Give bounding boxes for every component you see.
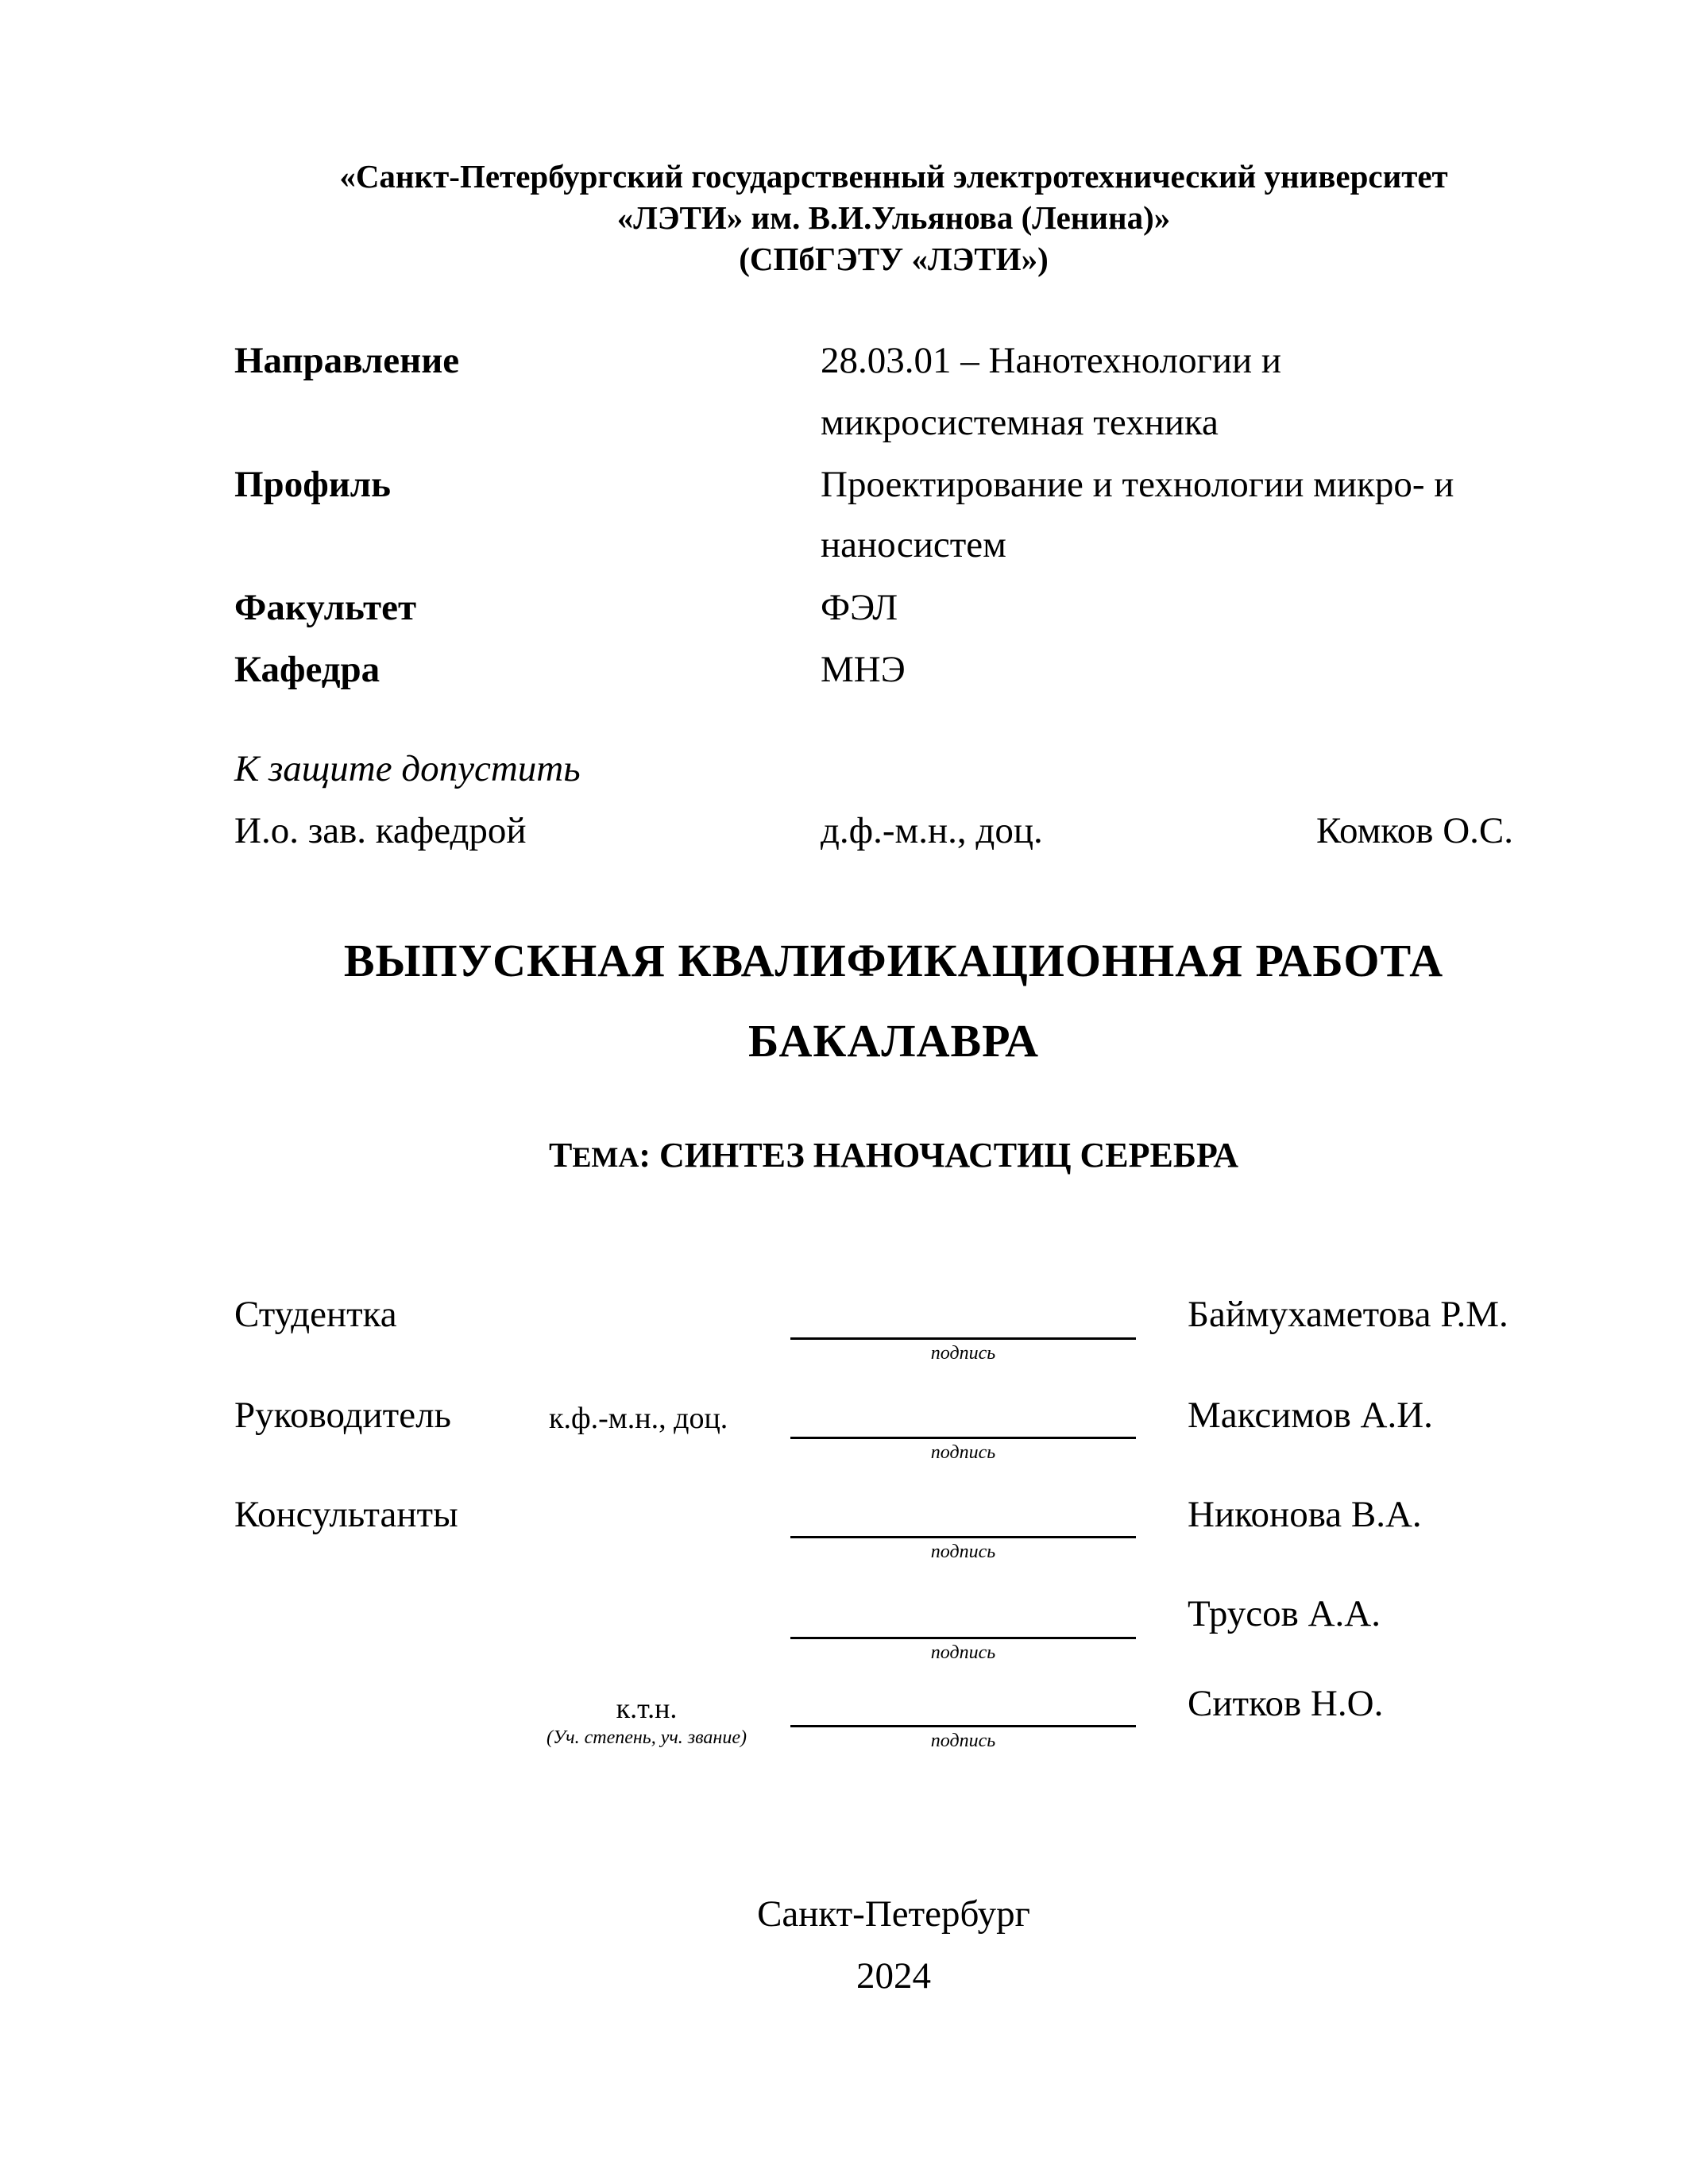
consultant2-signature-line: [790, 1637, 1136, 1639]
student-label: Студентка: [234, 1294, 397, 1335]
approval-role: И.о. зав. кафедрой: [234, 810, 527, 851]
consultant1-signature-line: [790, 1536, 1136, 1538]
consultant3-degree-caption: (Уч. степень, уч. звание): [547, 1727, 747, 1748]
footer-year: 2024: [856, 1955, 931, 1997]
faculty-label: Факультет: [234, 587, 417, 628]
profile-value-cont: наносистем: [821, 524, 1006, 565]
supervisor-signature-caption: подпись: [930, 1442, 996, 1463]
theme-prefix-initial: Т: [549, 1136, 573, 1175]
approval-degree: д.ф.-м.н., доц.: [821, 810, 1043, 851]
supervisor-label: Руководитель: [234, 1395, 451, 1436]
approval-name: Комков О.С.: [1315, 810, 1513, 851]
consultant1-signature-caption: подпись: [930, 1542, 996, 1562]
profile-value: Проектирование и технологии микро- и: [821, 464, 1454, 505]
consultant3-signature-caption: подпись: [930, 1731, 996, 1751]
supervisor-degree: к.ф.-м.н., доц.: [549, 1402, 728, 1435]
theme-line: [0, 1138, 1688, 1173]
department-label: Кафедра: [234, 649, 380, 690]
consultants-label: Консультанты: [234, 1494, 458, 1535]
university-name-line2: «ЛЭТИ» им. В.И.Ульянова (Ленина)»: [616, 199, 1171, 236]
direction-value: 28.03.01 – Нанотехнологии и: [821, 340, 1282, 381]
theme-colon: :: [639, 1136, 651, 1175]
supervisor-name: Максимов А.И.: [1188, 1395, 1433, 1436]
department-value: МНЭ: [821, 649, 906, 690]
consultant2-name: Трусов А.А.: [1188, 1593, 1381, 1634]
profile-label: Профиль: [234, 464, 392, 505]
theme-prefix-rest: ЕМА: [572, 1141, 639, 1173]
supervisor-signature-line: [790, 1437, 1136, 1439]
faculty-value: ФЭЛ: [821, 587, 898, 628]
direction-label: Направление: [234, 340, 460, 381]
university-abbreviation: (СПбГЭТУ «ЛЭТИ»): [739, 241, 1049, 277]
consultant2-signature-caption: подпись: [930, 1642, 996, 1663]
student-signature-line: [790, 1337, 1136, 1340]
approval-label: К защите допустить: [234, 748, 581, 789]
student-name: Баймухаметова Р.М.: [1188, 1294, 1508, 1335]
direction-value-cont: микросистемная техника: [821, 402, 1219, 443]
theme-text: СИНТЕЗ НАНОЧАСТИЦ СЕРЕБРА: [659, 1136, 1238, 1175]
consultant3-name: Ситков Н.О.: [1188, 1683, 1384, 1724]
university-name-line1: «Санкт-Петербургский государственный электротехнический университет: [339, 158, 1448, 195]
consultant1-name: Никонова В.А.: [1188, 1494, 1422, 1535]
footer-city: Санкт-Петербург: [757, 1893, 1030, 1935]
title-line1: ВЫПУСКНАЯ КВАЛИФИКАЦИОННАЯ РАБОТА: [343, 935, 1444, 986]
student-signature-caption: подпись: [930, 1343, 996, 1364]
title-line2: БАКАЛАВРА: [747, 1015, 1040, 1067]
consultant3-degree: к.т.н.: [616, 1692, 678, 1724]
consultant3-signature-line: [790, 1725, 1136, 1727]
